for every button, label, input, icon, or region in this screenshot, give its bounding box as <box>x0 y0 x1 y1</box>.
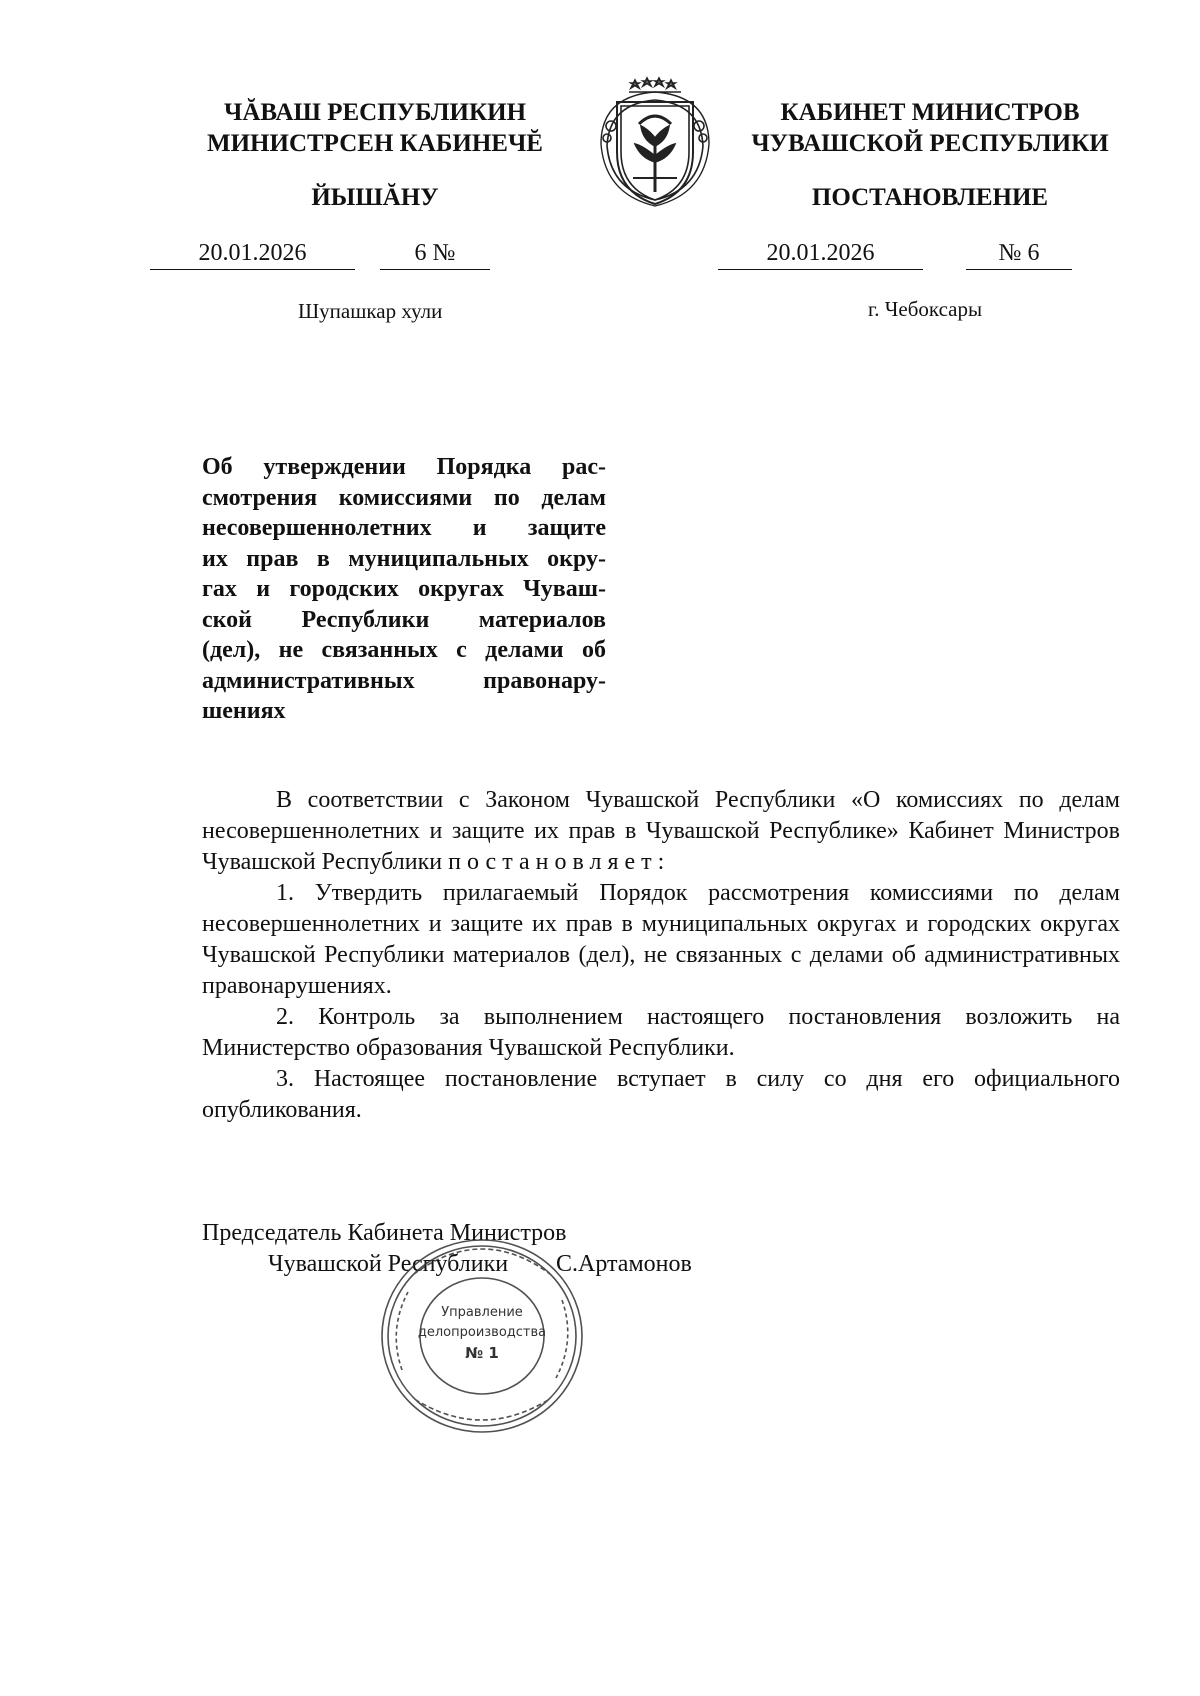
title-line: их прав в муниципальных окру- <box>202 545 606 572</box>
document-body <box>202 785 1120 1126</box>
title-line: несовершеннолетних и защите <box>202 515 606 541</box>
date-right: 20.01.2026 <box>718 238 923 270</box>
signature-line1: Председатель Кабинета Министров <box>202 1220 567 1246</box>
emblem-crown-icon <box>629 78 681 92</box>
header-left-line2: МИНИСТРСЕН КАБИНЕЧĔ <box>207 130 543 157</box>
body-item-2: 2. Контроль за выполнением настоящего постановления возложить на Министерство образования Чувашской Республики. <box>202 1004 1120 1061</box>
date-left: 20.01.2026 <box>150 238 355 270</box>
title-line: шениях <box>202 698 286 724</box>
header-right-line2: ЧУВАШСКОЙ РЕСПУБЛИКИ <box>751 130 1109 157</box>
body-item-1: 1. Утвердить прилагаемый Порядок рассмотрения комиссиями по делам несовершеннолетних и защите их прав в муниципальных округах и городских округах Чувашской Республики материалов (дел), не связанных с делами об административных правонарушениях. <box>202 880 1120 999</box>
number-right: № 6 <box>966 238 1072 270</box>
round-stamp <box>372 1230 592 1440</box>
title-line: Об утверждении Порядка рас- <box>202 454 606 480</box>
signature-line2: Чувашской Республики <box>268 1251 509 1277</box>
city-left: Шупашкар хули <box>298 299 443 323</box>
body-intro-text: В соответствии с Законом Чувашской Республики «О комиссиях по делам несовершеннолетних и защите их прав в Чувашской Республике» Кабинет Министров Чувашской Республики <box>202 787 1120 875</box>
body-intro <box>202 785 1120 878</box>
stamp-text-line1: Управление <box>441 1305 523 1320</box>
number-left: 6 № <box>380 238 490 270</box>
doctype-right: ПОСТАНОВЛЕНИЕ <box>811 184 1049 211</box>
body-intro-resolves: постановляет: <box>448 849 671 875</box>
header-left-line1: ЧĂВАШ РЕСПУБЛИКИН <box>223 99 527 126</box>
title-line: смотрения комиссиями по делам <box>202 484 606 511</box>
title-line: ской Республики материалов <box>202 606 606 633</box>
signature-name: С.Артамонов <box>556 1251 692 1277</box>
city-right: г. Чебоксары <box>868 297 983 321</box>
header-right <box>735 97 1125 159</box>
document-title <box>202 452 606 727</box>
title-line: (дел), не связанных с делами об <box>202 637 606 663</box>
header-right-line1: КАБИНЕТ МИНИСТРОВ <box>780 99 1080 126</box>
title-line: гах и городских округах Чуваш- <box>202 576 606 602</box>
stamp-text-line2: делопроизводства <box>417 1325 547 1340</box>
stamp-text-line3: № 1 <box>465 1344 499 1362</box>
header-left <box>180 97 570 159</box>
coat-of-arms-emblem <box>587 74 723 212</box>
title-line: административных правонару- <box>202 667 606 694</box>
doctype-left: ЙЫШĂНУ <box>311 184 439 211</box>
body-item-3: 3. Настоящее постановление вступает в силу со дня его официального опубликования. <box>202 1066 1120 1123</box>
